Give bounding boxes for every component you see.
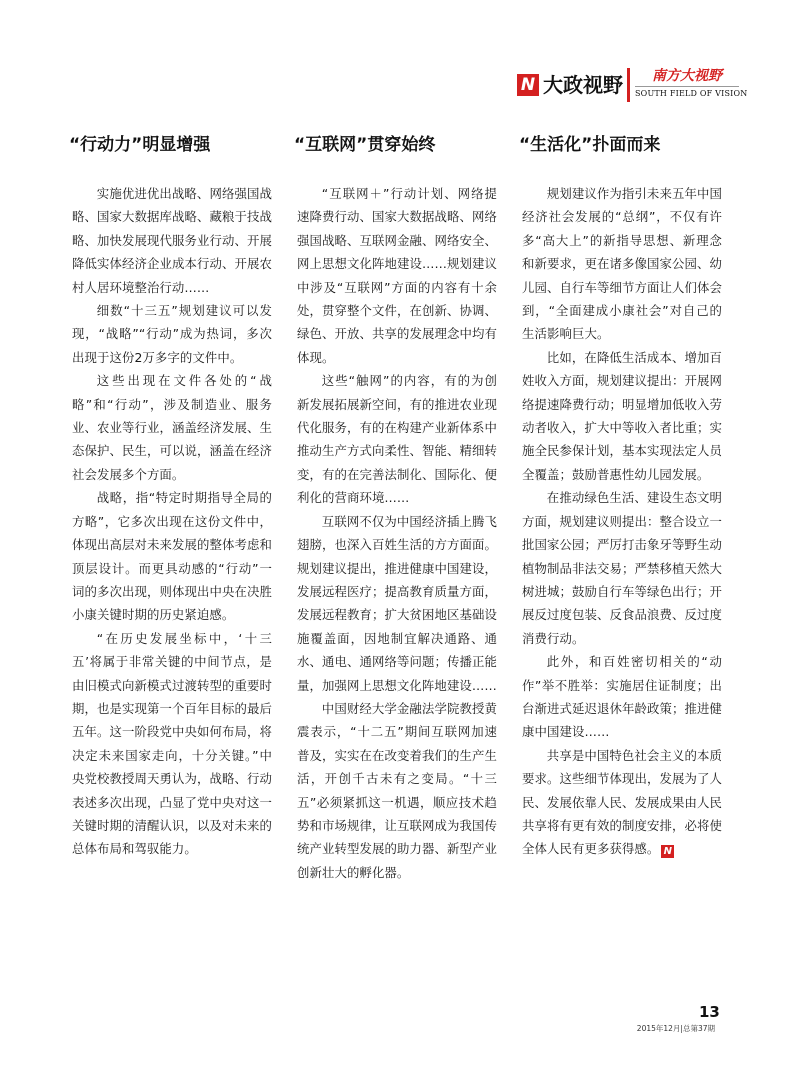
column-body xyxy=(72,182,272,861)
article-column-3 xyxy=(519,130,722,861)
paragraph-final-text: 共享是中国特色社会主义的本质要求。这些细节体现出，发展为了人民、发展依靠人民、发展成果由人民共享将有更有效的制度安排，必将使全体人民有更多获得感。 xyxy=(522,747,722,857)
paragraph: 这些“触网”的内容，有的为创新发展拓展新空间，有的推进农业现代化服务，有的在构建产业新体系中推动生产方式向柔性、智能、精细转变，有的在完善法制化、国际化、便利化的营商环境…… xyxy=(297,373,497,506)
column-body xyxy=(522,182,722,861)
column-heading: “行动力”明显增强 xyxy=(69,135,211,155)
end-mark-icon: N xyxy=(661,845,674,858)
magazine-subtitle: SOUTH FIELD OF VISION xyxy=(635,89,748,98)
page-number: 13 xyxy=(699,1003,720,1021)
paragraph: 规划建议作为指引未来五年中国经济社会发展的“总纲”，不仅有许多“高大上”的新指导思想、新理念和新要求，更在诸多像国家公园、幼儿园、自行车等细节方面让人们体会到，“全面建成小康社会”对自己的生活影响巨大。 xyxy=(522,186,722,342)
paragraph: 此外，和百姓密切相关的“动作”举不胜举：实施居住证制度；出台渐进式延迟退休年龄政策；推进健康中国建设…… xyxy=(522,654,722,740)
magazine-logo: 南方大视野 xyxy=(635,66,739,87)
paragraph: 比如，在降低生活成本、增加百姓收入方面，规划建议提出：开展网络提速降费行动；明显增加低收入劳动者收入，扩大中等收入者比重；实施全民参保计划，基本实现法定人员全覆盖；鼓励普惠性幼儿园发展。 xyxy=(522,349,722,482)
paragraph: 战略，指“特定时期指导全局的方略”，它多次出现在这份文件中，体现出高层对未来发展的整体考虑和顶层设计。而更具动感的“行动”一词的多次出现，则体现出中央在决胜小康关键时期的历史紧迫感。 xyxy=(72,490,272,623)
column-body xyxy=(297,182,497,884)
paragraph: 中国财经大学金融法学院教授黄震表示，“十二五”期间互联网加速普及，实实在在改变着我们的生产生活，开创千古未有之变局。“十三五”必须紧抓这一机遇，顺应技术趋势和市场规律，让互联网成为我国传统产业转型发展的助力器、新型产业创新壮大的孵化器。 xyxy=(297,700,497,880)
paragraph: 细数“十三五”规划建议可以发现，“战略”“行动”成为热词，多次出现于这份2万多字的文件中。 xyxy=(72,303,272,365)
article-column-2 xyxy=(294,130,497,884)
paragraph: 在推动绿色生活、建设生态文明方面，规划建议则提出：整合设立一批国家公园；严厉打击象牙等野生动植物制品非法交易；严禁移植天然大树进城；鼓励自行车等绿色出行；开展反过度包装、反食品浪费、反过度消费行动。 xyxy=(522,490,722,646)
section-title: 大政视野 xyxy=(543,73,623,97)
paragraph: “互联网＋”行动计划、网络提速降费行动、国家大数据战略、网络强国战略、互联网金融、网络安全、网上思想文化阵地建设……规划建议中涉及“互联网”方面的内容有十余处，贯穿整个文件，在创新、协调、绿色、开放、共享的发展理念中均有体现。 xyxy=(297,186,497,365)
paragraph: 实施优进优出战略、网络强国战略、国家大数据库战略、藏粮于技战略、加快发展现代服务业行动、开展降低实体经济企业成本行动、开展农村人居环境整治行动…… xyxy=(72,186,272,295)
article-column-1 xyxy=(69,130,272,861)
column-heading: “生活化”扑面而来 xyxy=(519,135,661,155)
masthead-divider xyxy=(627,68,630,102)
issue-info: 2015年12月|总第37期 xyxy=(636,1024,715,1033)
column-heading: “互联网”贯穿始终 xyxy=(294,135,436,155)
magazine-n-logo-icon: N xyxy=(517,74,539,96)
paragraph: 互联网不仅为中国经济插上腾飞翅膀，也深入百姓生活的方方面面。规划建议提出，推进健康中国建设，发展远程医疗；提高教育质量方面，发展远程教育；扩大贫困地区基础设施覆盖面，因地制宜解决通路、通水、通电、通网络等问题；传播正能量，加强网上思想文化阵地建设…… xyxy=(297,513,497,693)
paragraph: 这些出现在文件各处的“战略”和“行动”，涉及制造业、服务业、农业等行业，涵盖经济发展、生态保护、民生，可以说，涵盖在经济社会发展多个方面。 xyxy=(72,373,272,482)
paragraph: “在历史发展坐标中，‘十三五’将属于非常关键的中间节点，是由旧模式向新模式过渡转型的重要时期，也是实现第一个百年目标的最后五年。这一阶段党中央如何布局，将决定未来国家走向，十分关键。”中央党校教授周天勇认为，战略、行动表述多次出现，凸显了党中央对这一关键时期的清醒认识，以及对未来的总体布局和驾驭能力。 xyxy=(72,630,272,857)
paragraph-final xyxy=(522,744,722,861)
masthead xyxy=(517,66,748,104)
